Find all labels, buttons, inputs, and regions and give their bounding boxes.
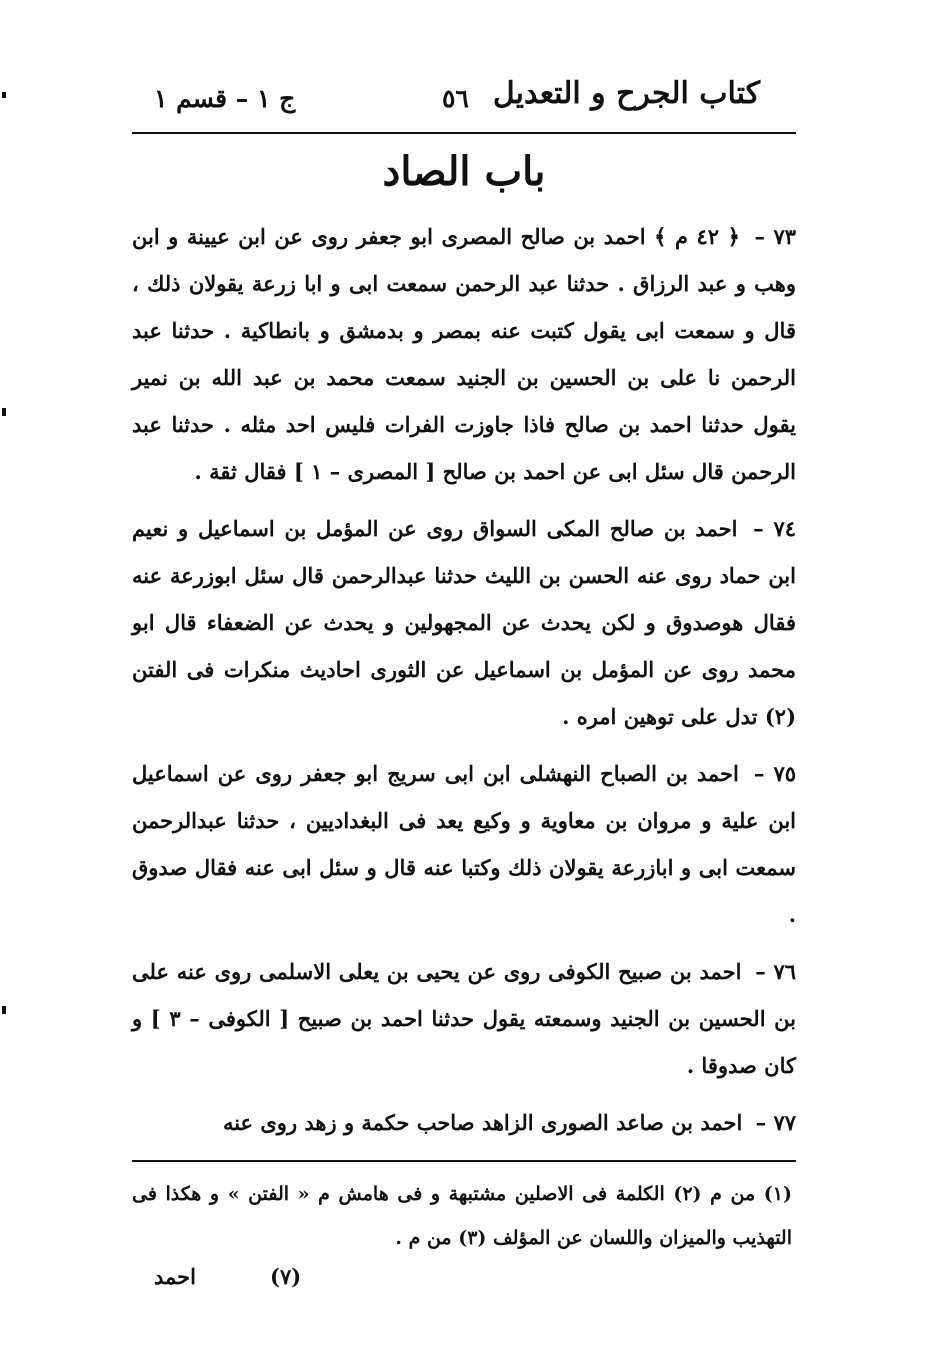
page-number: ٥٦ <box>442 84 469 113</box>
entry-number: ٧٧ – <box>755 1110 796 1135</box>
header-divider <box>132 132 796 134</box>
entry-number: ٧٦ – <box>755 959 796 984</box>
book-title: كتاب الجرح و التعديل <box>492 76 760 111</box>
page-signature <box>140 1262 390 1302</box>
section-title: باب الصاد <box>382 148 546 195</box>
entry-text: احمد بن صاعد الصورى الزاهد صاحب حكمة و زهد روى عنه <box>222 1110 743 1135</box>
margin-mark <box>2 92 6 98</box>
signature-number: (٧) <box>270 1264 302 1289</box>
entry-number: ٧٣ – <box>754 224 797 249</box>
entry-text: احمد بن صالح المكى السواق روى عن المؤمل بن اسماعيل و نعيم ابن حماد روى عنه الحسن بن الليث حدثنا عبدالرحمن قال سئل ابوزرعة عنه فقال هوصدوق و لكن يحدث عن المجهولين و يحدث عن الضعفاء قال ابو محمد روى عن المؤمل بن اسماعيل عن الثورى احاديث منكرات فى الفتن (٢) تدل على توهين امره . <box>132 516 796 729</box>
entry-number: ٧٥ – <box>753 761 797 786</box>
entry-text: احمد بن صبيح الكوفى روى عن يحيى بن يعلى الاسلمى روى عنه على بن الحسين بن الجنيد وسمعته يقول حدثنا احمد بن صبيح [ الكوفى – ٣ ] و كان صدوقا . <box>132 959 796 1078</box>
entry-text: ﴿ ٤٢ م ﴾ احمد بن صالح المصرى ابو جعفر روى عن ابن عيينة و ابن وهب و عبد الرزاق . حدثنا عبد الرحمن سمعت ابى و ابا زرعة يقولان ذلك ، قال و سمعت ابى يقول كتبت عنه بمصر و بدمشق و بانطاكية . حدثنا عبد الرحمن نا على بن الحسين بن الجنيد سمعت محمد بن عبد الله بن نمير يقول حدثنا احمد بن صالح فاذا جاوزت الفرات فليس احد مثله . حدثنا عبد الرحمن قال سئل ابى عن احمد بن صالح [ المصرى – ١ ] فقال ثقة . <box>132 224 796 484</box>
footnotes: (١) من م (٢) الكلمة فى الاصلين مشتبهة و فى هامش م « الفتن » و هكذا فى التهذيب والميزان واللسان عن المؤلف (٣) من م . <box>132 1183 792 1249</box>
entry-73 <box>132 213 796 495</box>
entry-77 <box>132 1099 796 1146</box>
footnote-divider <box>132 1160 796 1162</box>
margin-mark <box>2 1006 6 1014</box>
page-header <box>132 72 796 130</box>
entry-number: ٧٤ – <box>753 516 796 541</box>
entry-74 <box>132 505 796 740</box>
entry-76 <box>132 948 796 1089</box>
main-text <box>132 213 796 1156</box>
entry-75 <box>132 750 796 938</box>
margin-mark <box>2 408 6 416</box>
catchword: احمد <box>154 1264 196 1289</box>
entry-text: احمد بن الصباح النهشلى ابن ابى سريج ابو جعفر روى عن اسماعيل ابن علية و مروان بن معاوية و وكيع يعد فى البغداديين ، حدثنا عبدالرحمن سمعت ابى و ابازرعة يقولان ذلك وكتبا عنه قال و سئل ابى عنه فقال صدوق . <box>132 761 796 927</box>
volume-label: ج ١ – قسم ١ <box>154 84 296 113</box>
